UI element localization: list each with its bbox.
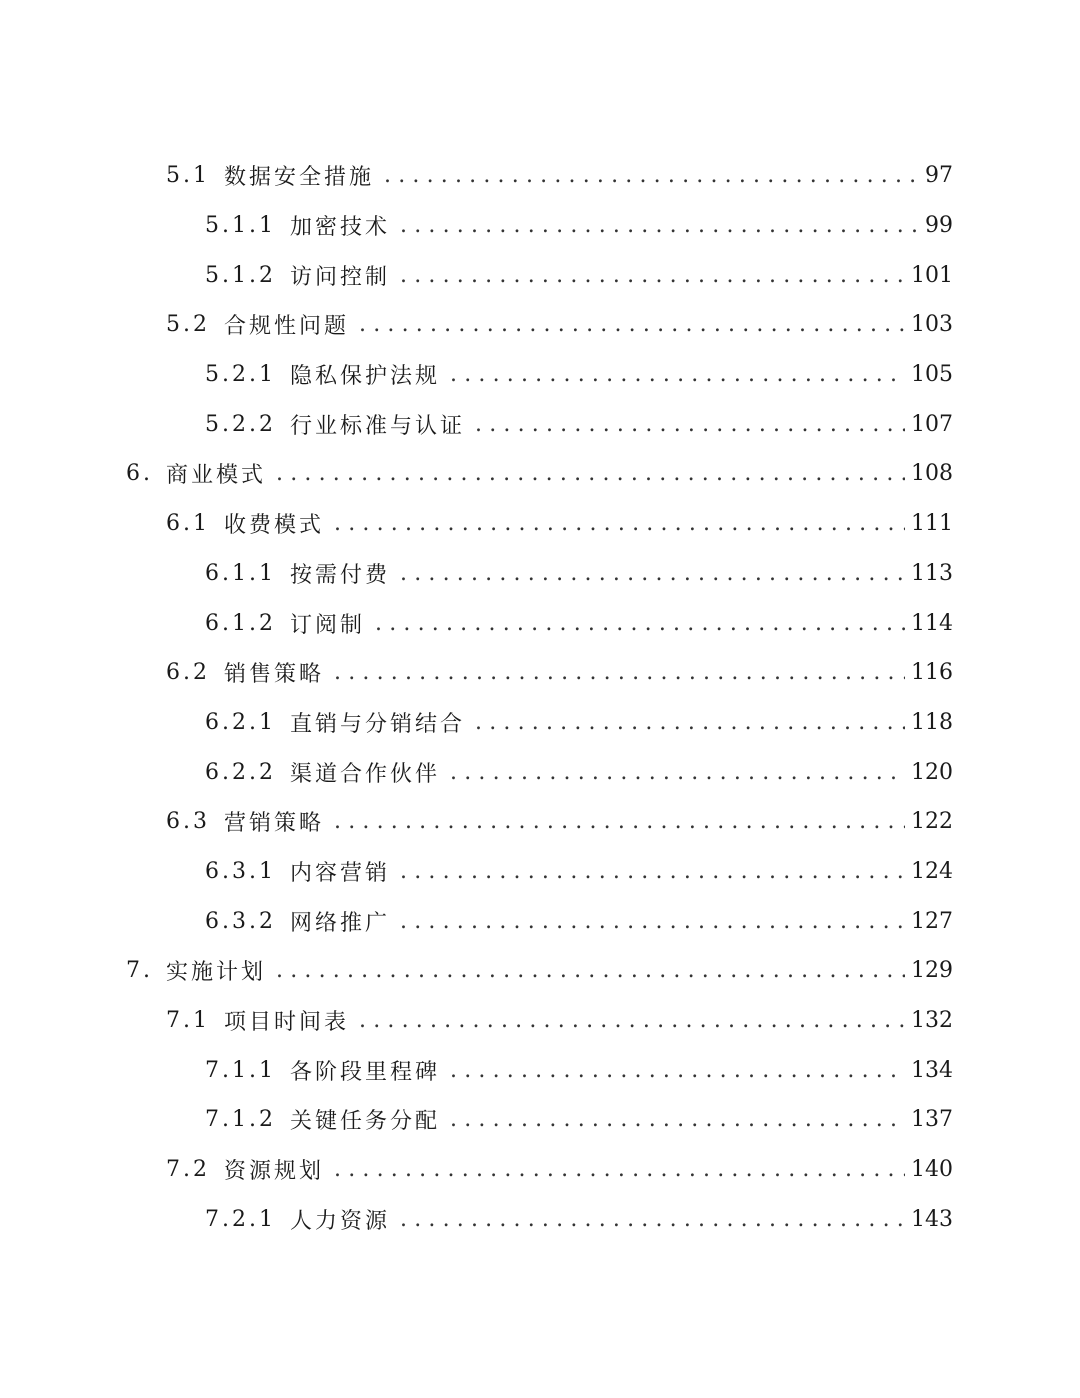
dot-leader bbox=[400, 909, 905, 934]
toc-title: 按需付费 bbox=[289, 562, 390, 588]
dot-leader bbox=[475, 412, 905, 437]
dot-leader bbox=[400, 1207, 905, 1232]
table-of-contents bbox=[0, 151, 1080, 1244]
toc-page-number: 124 bbox=[911, 858, 953, 884]
toc-page-number: 140 bbox=[911, 1157, 953, 1183]
toc-page-number: 137 bbox=[911, 1107, 953, 1133]
dot-leader bbox=[450, 362, 905, 387]
toc-number: 6.2 bbox=[166, 660, 210, 686]
toc-page-number: 111 bbox=[911, 511, 953, 537]
toc-page-number: 116 bbox=[911, 660, 953, 686]
dot-leader bbox=[475, 710, 905, 735]
dot-leader bbox=[450, 1058, 905, 1083]
toc-number: 7.2.1 bbox=[205, 1206, 276, 1232]
toc-title: 行业标准与认证 bbox=[289, 413, 465, 439]
dot-leader bbox=[450, 1107, 905, 1132]
toc-entry[interactable] bbox=[0, 1194, 1080, 1244]
toc-entry[interactable] bbox=[0, 896, 1080, 946]
toc-title: 加密技术 bbox=[289, 215, 390, 241]
dot-leader bbox=[384, 163, 919, 188]
toc-number: 5.2.2 bbox=[205, 411, 276, 437]
toc-page-number: 114 bbox=[911, 610, 953, 636]
toc-entry[interactable] bbox=[0, 1045, 1080, 1095]
toc-entry[interactable] bbox=[0, 1145, 1080, 1195]
toc-title: 渠道合作伙伴 bbox=[289, 761, 440, 787]
toc-number: 7.1.1 bbox=[205, 1057, 276, 1083]
toc-page-number: 143 bbox=[911, 1206, 953, 1232]
dot-leader bbox=[334, 511, 905, 536]
toc-page-number: 107 bbox=[911, 411, 953, 437]
toc-page-number: 118 bbox=[911, 709, 953, 735]
toc-number: 6.2.2 bbox=[205, 759, 276, 785]
dot-leader bbox=[400, 859, 905, 884]
toc-number: 6.2.1 bbox=[205, 709, 276, 735]
toc-entry[interactable] bbox=[0, 698, 1080, 748]
toc-entry[interactable] bbox=[0, 399, 1080, 449]
toc-page-number: 103 bbox=[911, 312, 953, 338]
dot-leader bbox=[276, 958, 905, 983]
toc-page-number: 97 bbox=[925, 163, 953, 189]
toc-number: 7.2 bbox=[166, 1157, 210, 1183]
toc-title: 直销与分销结合 bbox=[289, 711, 465, 737]
toc-entry[interactable] bbox=[0, 1095, 1080, 1145]
dot-leader bbox=[359, 1008, 905, 1033]
toc-number: 5.1 bbox=[166, 163, 210, 189]
toc-title: 项目时间表 bbox=[224, 1010, 350, 1036]
toc-title: 销售策略 bbox=[224, 662, 325, 688]
toc-number: 6.1.1 bbox=[205, 560, 276, 586]
toc-title: 各阶段里程碑 bbox=[289, 1059, 440, 1085]
dot-leader bbox=[359, 312, 905, 337]
toc-number: 6.3 bbox=[166, 809, 210, 835]
toc-entry[interactable] bbox=[0, 996, 1080, 1046]
toc-page-number: 108 bbox=[911, 461, 953, 487]
toc-title: 营销策略 bbox=[224, 811, 325, 837]
toc-entry[interactable] bbox=[0, 549, 1080, 599]
toc-title: 网络推广 bbox=[289, 910, 390, 936]
dot-leader bbox=[334, 660, 905, 685]
toc-entry[interactable] bbox=[0, 449, 1080, 499]
toc-entry[interactable] bbox=[0, 350, 1080, 400]
toc-title: 人力资源 bbox=[289, 1208, 390, 1234]
dot-leader bbox=[450, 760, 905, 785]
dot-leader bbox=[400, 213, 919, 238]
toc-page-number: 132 bbox=[911, 1008, 953, 1034]
toc-title: 资源规划 bbox=[224, 1159, 325, 1185]
toc-title: 合规性问题 bbox=[224, 314, 350, 340]
toc-title: 实施计划 bbox=[166, 960, 267, 986]
dot-leader bbox=[334, 809, 905, 834]
toc-entry[interactable] bbox=[0, 201, 1080, 251]
toc-page-number: 101 bbox=[911, 262, 953, 288]
toc-title: 内容营销 bbox=[289, 860, 390, 886]
toc-entry[interactable] bbox=[0, 797, 1080, 847]
toc-title: 隐私保护法规 bbox=[289, 364, 440, 390]
toc-page-number: 113 bbox=[911, 560, 953, 586]
toc-title: 访问控制 bbox=[289, 264, 390, 290]
toc-number: 7. bbox=[126, 958, 153, 984]
toc-page-number: 120 bbox=[911, 759, 953, 785]
toc-entry[interactable] bbox=[0, 151, 1080, 201]
toc-number: 6.3.1 bbox=[205, 858, 276, 884]
toc-number: 5.1.2 bbox=[205, 262, 276, 288]
toc-title: 数据安全措施 bbox=[224, 165, 375, 191]
toc-entry[interactable] bbox=[0, 648, 1080, 698]
toc-entry[interactable] bbox=[0, 747, 1080, 797]
dot-leader bbox=[276, 461, 905, 486]
toc-page-number: 129 bbox=[911, 958, 953, 984]
toc-entry[interactable] bbox=[0, 847, 1080, 897]
toc-number: 6.3.2 bbox=[205, 908, 276, 934]
dot-leader bbox=[400, 263, 905, 288]
toc-page-number: 134 bbox=[911, 1057, 953, 1083]
toc-page-number: 122 bbox=[911, 809, 953, 835]
dot-leader bbox=[334, 1157, 905, 1182]
toc-entry[interactable] bbox=[0, 499, 1080, 549]
toc-title: 关键任务分配 bbox=[289, 1109, 440, 1135]
toc-page-number: 127 bbox=[911, 908, 953, 934]
toc-entry[interactable] bbox=[0, 250, 1080, 300]
toc-number: 7.1.2 bbox=[205, 1107, 276, 1133]
toc-number: 5.2.1 bbox=[205, 362, 276, 388]
toc-number: 6.1.2 bbox=[205, 610, 276, 636]
toc-title: 订阅制 bbox=[289, 612, 365, 638]
toc-entry[interactable] bbox=[0, 598, 1080, 648]
toc-page-number: 99 bbox=[925, 213, 953, 239]
toc-entry[interactable] bbox=[0, 300, 1080, 350]
toc-page-number: 105 bbox=[911, 362, 953, 388]
toc-number: 5.2 bbox=[166, 312, 210, 338]
toc-number: 6. bbox=[126, 461, 153, 487]
toc-number: 7.1 bbox=[166, 1008, 210, 1034]
dot-leader bbox=[375, 611, 905, 636]
toc-number: 5.1.1 bbox=[205, 213, 276, 239]
dot-leader bbox=[400, 561, 905, 586]
toc-title: 商业模式 bbox=[166, 463, 267, 489]
toc-number: 6.1 bbox=[166, 511, 210, 537]
toc-title: 收费模式 bbox=[224, 513, 325, 539]
toc-entry[interactable] bbox=[0, 946, 1080, 996]
